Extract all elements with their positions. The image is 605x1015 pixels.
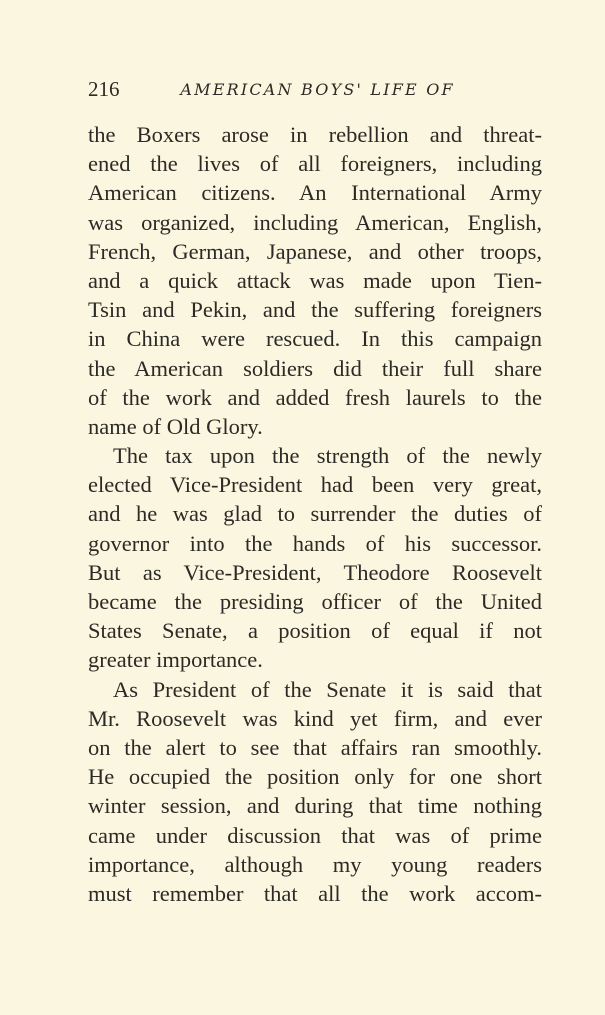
- page-header: [88, 74, 558, 104]
- text-line: importance, although my young readers: [88, 851, 542, 877]
- text-line: of the work and added fresh laurels to the: [88, 384, 542, 410]
- text-line: became the presiding officer of the United: [88, 589, 542, 614]
- text-line: ened the lives of all foreigners, including: [88, 151, 542, 177]
- text-line: States Senate, a position of equal if not: [88, 618, 542, 644]
- text-line: in China were rescued. In this campaign: [88, 326, 542, 352]
- text-line: He occupied the position only for one short: [88, 764, 542, 790]
- text-line: the Boxers arose in rebellion and threat-: [88, 122, 542, 147]
- text-line: The tax upon the strength of the newly: [113, 443, 542, 469]
- text-line: was organized, including American, English,: [88, 209, 542, 235]
- text-line: elected Vice-President had been very great,: [88, 472, 542, 498]
- text-line: French, German, Japanese, and other troops,: [88, 238, 542, 264]
- text-line: came under discussion that was of prime: [88, 822, 542, 848]
- text-line: Tsin and Pekin, and the suffering foreigners: [88, 297, 542, 323]
- text-line: and he was glad to surrender the duties of: [88, 501, 542, 527]
- text-line: and a quick attack was made upon Tien-: [88, 267, 542, 293]
- text-line: greater importance.: [88, 647, 263, 673]
- text-line: American citizens. An International Army: [88, 180, 542, 206]
- paragraph: [88, 120, 542, 441]
- text-line: governor into the hands of his successor.: [88, 530, 542, 556]
- paragraph: [88, 675, 542, 909]
- text-line: Mr. Roosevelt was kind yet firm, and ever: [88, 705, 542, 731]
- page-number: 216: [88, 77, 120, 101]
- text-line: must remember that all the work accom-: [88, 880, 542, 906]
- text-line: name of Old Glory.: [88, 413, 263, 439]
- text-line: As President of the Senate it is said that: [113, 676, 542, 702]
- text-line: winter session, and during that time nothing: [88, 793, 542, 819]
- text-line: on the alert to see that affairs ran smoothly.: [88, 734, 542, 760]
- text-line: But as Vice-President, Theodore Roosevelt: [88, 559, 542, 585]
- running-title: AMERICAN BOYS' LIFE OF: [180, 80, 455, 99]
- body-text: [88, 120, 542, 908]
- paragraph: [88, 441, 542, 675]
- text-line: the American soldiers did their full share: [88, 355, 542, 381]
